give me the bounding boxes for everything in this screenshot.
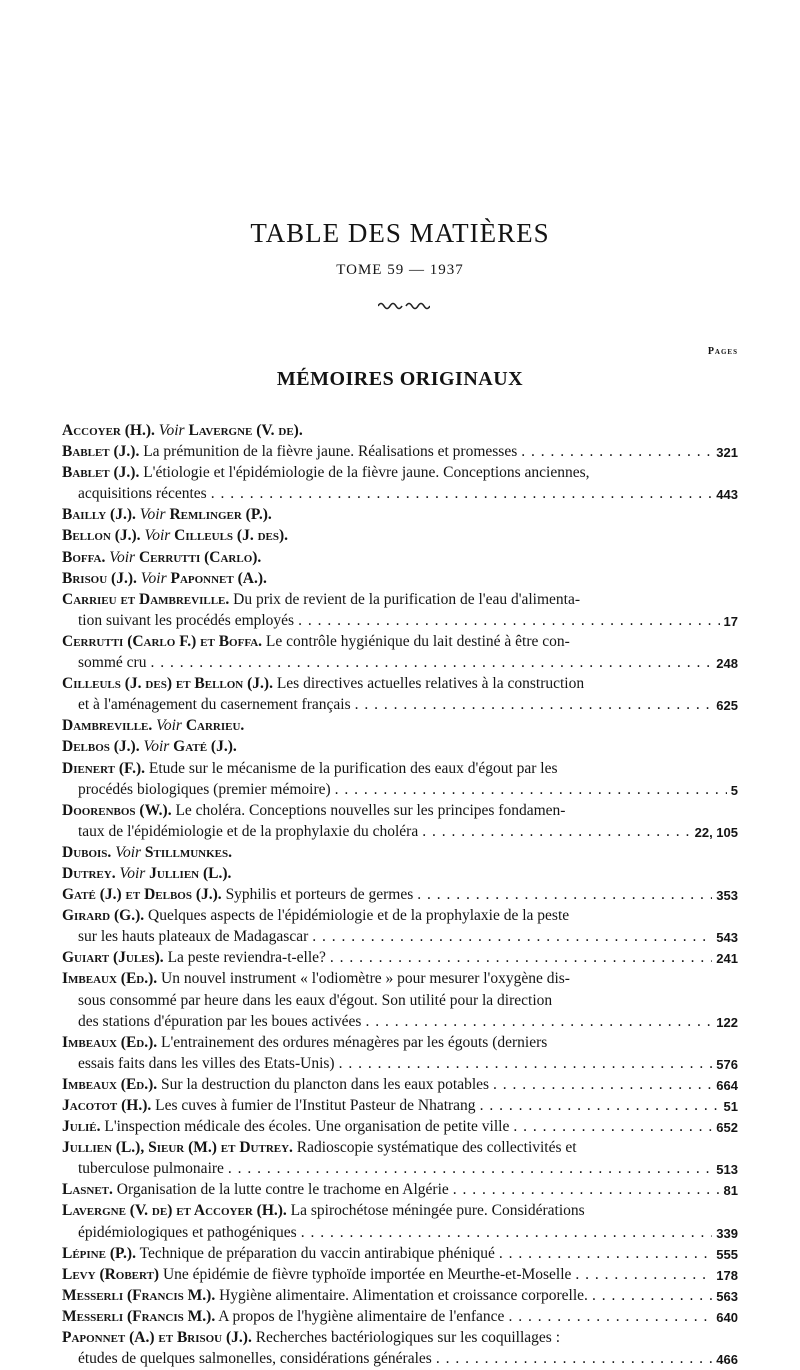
toc-title: La spirochétose méningée pure. Considérations	[290, 1202, 585, 1220]
toc-see-also: Voir	[143, 738, 170, 756]
toc-line-text	[62, 1116, 509, 1137]
toc-author: Bablet (J.).	[62, 443, 140, 461]
toc-page-number: 640	[716, 1309, 738, 1325]
toc-leader-dots	[521, 441, 712, 462]
toc-title: Les cuves à fumier de l'Institut Pasteur de Nhatrang	[155, 1097, 476, 1114]
toc-author: Bellon (J.).	[62, 527, 141, 545]
toc-entry	[62, 1327, 738, 1369]
toc-author: Carrieu et Dambreville.	[62, 590, 230, 608]
toc-line-text	[62, 525, 288, 546]
toc-author: Imbeaux (Ed.).	[62, 1033, 158, 1051]
toc-author: Lasnet.	[62, 1181, 113, 1199]
toc-line	[62, 1264, 738, 1285]
toc-line-text	[62, 715, 244, 736]
toc-line-text	[62, 462, 590, 483]
toc-reference: Gaté (J.).	[173, 738, 237, 756]
toc-author: Levy (Robert)	[62, 1265, 160, 1283]
pages-column-header: Pages	[707, 346, 738, 357]
toc-entry	[62, 568, 738, 589]
toc-entry	[62, 1032, 738, 1074]
toc-leader-dots	[355, 694, 713, 715]
toc-reference: Paponnet (A.).	[170, 569, 267, 587]
toc-line	[62, 990, 738, 1011]
toc-title: Le choléra. Conceptions nouvelles sur les principes fondamen-	[175, 801, 566, 819]
toc-line-text	[62, 1179, 449, 1200]
toc-leader-dots	[508, 1306, 712, 1327]
toc-line-text	[62, 1200, 585, 1221]
toc-line	[62, 568, 738, 589]
toc-title: L'inspection médicale des écoles. Une organisation de petite ville	[104, 1118, 510, 1136]
toc-entry	[62, 1264, 738, 1285]
toc-title-continuation: sous consommé par heure dans les eaux d'égout. Son utilité pour la direction	[78, 991, 553, 1009]
toc-page-number: 17	[723, 613, 738, 629]
toc-page-number: 543	[716, 930, 738, 946]
toc-title-continuation: et à l'aménagement du casernement français	[78, 696, 351, 714]
toc-reference: Cerrutti (Carlo).	[138, 548, 262, 566]
toc-line	[62, 968, 738, 989]
toc-page-number: 652	[716, 1120, 738, 1136]
toc-reference: Jullien (L.).	[149, 864, 232, 882]
toc-line	[62, 926, 738, 947]
toc-author: Dubois.	[62, 843, 112, 861]
toc-entry	[62, 441, 738, 462]
toc-title-continuation: sommé cru	[78, 654, 147, 672]
toc-page-number: 248	[716, 656, 738, 672]
toc-line	[62, 441, 738, 462]
toc-title: Du prix de revient de la purification de l'eau d'alimenta-	[233, 590, 581, 608]
toc-page-number: 51	[723, 1099, 738, 1114]
toc-line	[62, 1222, 738, 1243]
toc-title: Un nouvel instrument « l'odiomètre » pour mesurer l'oxygène dis-	[161, 970, 570, 988]
toc-title-continuation: sur les hauts plateaux de Madagascar	[78, 928, 309, 946]
toc-line	[62, 610, 738, 631]
toc-title: Le contrôle hygiénique du lait destiné à être con-	[265, 632, 570, 650]
toc-line-text	[62, 441, 517, 462]
toc-line-text	[62, 420, 303, 441]
toc-page-number: 22, 105	[694, 824, 738, 840]
toc-title: Sur la destruction du plancton dans les eaux potables	[161, 1075, 490, 1093]
toc-line	[62, 1011, 738, 1032]
toc-leader-dots	[499, 1243, 712, 1264]
toc-author: Paponnet (A.) et Brisou (J.).	[62, 1329, 252, 1347]
toc-entry	[62, 1243, 738, 1264]
toc-see-also: Voir	[139, 506, 166, 524]
toc-leader-dots	[301, 1222, 713, 1243]
toc-entry	[62, 800, 738, 842]
toc-leader-dots	[417, 884, 712, 905]
toc-line	[62, 547, 738, 568]
toc-line	[62, 525, 738, 546]
toc-line-text	[62, 905, 569, 926]
toc-author: Cilleuls (J. des) et Bellon (J.).	[62, 675, 273, 693]
toc-line-text	[62, 504, 272, 525]
toc-entry	[62, 715, 738, 736]
toc-author: Jullien (L.), Sieur (M.) et Dutrey.	[62, 1139, 293, 1157]
toc-entry	[62, 758, 738, 800]
toc-page-number: 5	[730, 782, 738, 798]
toc-line	[62, 947, 738, 968]
wavy-ornament-icon	[378, 301, 430, 311]
toc-line	[62, 631, 738, 652]
toc-author: Messerli (Francis M.).	[62, 1286, 216, 1304]
toc-line-text	[62, 547, 261, 568]
toc-entry	[62, 420, 738, 441]
toc-leader-dots	[592, 1285, 712, 1306]
toc-leader-dots	[513, 1116, 712, 1137]
toc-line	[62, 1327, 738, 1348]
toc-title: L'entrainement des ordures ménagères par les égouts (derniers	[161, 1033, 548, 1051]
toc-line-text	[62, 736, 237, 757]
toc-line	[62, 673, 738, 694]
toc-line-text	[62, 1306, 504, 1327]
toc-page-number: 321	[716, 445, 738, 461]
toc-line-text	[62, 968, 570, 989]
toc-leader-dots	[330, 947, 712, 968]
toc-title: La peste reviendra-t-elle?	[167, 949, 326, 967]
toc-leader-dots	[575, 1264, 712, 1285]
toc-line-text	[62, 1137, 577, 1158]
toc-leader-dots	[422, 821, 690, 842]
toc-page-number: 563	[716, 1288, 738, 1304]
toc-line	[62, 1032, 738, 1053]
toc-see-also: Voir	[156, 717, 182, 735]
page-title: TABLE DES MATIÈRES	[250, 218, 550, 248]
toc-title: Organisation de la lutte contre le trachome en Algérie	[116, 1181, 449, 1199]
toc-entry	[62, 884, 738, 905]
toc-line	[62, 736, 738, 757]
toc-line-text	[62, 800, 565, 821]
toc-line	[62, 420, 738, 441]
toc-entry	[62, 547, 738, 568]
toc-reference: Cilleuls (J. des).	[174, 527, 289, 545]
toc-title: La prémunition de la fièvre jaune. Réalisations et promesses	[143, 443, 518, 461]
toc-line	[62, 1053, 738, 1074]
toc-author: Delbos (J.).	[62, 738, 140, 756]
toc-line-text	[62, 673, 584, 694]
toc-title: Syphilis et porteurs de germes	[225, 886, 414, 904]
toc-line	[62, 1158, 738, 1179]
toc-leader-dots	[335, 779, 727, 800]
toc-entry	[62, 968, 738, 1031]
toc-leader-dots	[480, 1095, 720, 1116]
toc-author: Dutrey.	[62, 864, 116, 882]
toc-reference: Remlinger (P.).	[169, 506, 272, 524]
toc-leader-dots	[453, 1179, 720, 1200]
toc-entry	[62, 736, 738, 757]
toc-line-text	[62, 589, 580, 610]
toc-line	[62, 800, 738, 821]
table-of-contents	[62, 420, 738, 1369]
toc-line	[62, 1243, 738, 1264]
toc-line	[62, 758, 738, 779]
toc-see-also: Voir	[144, 527, 171, 545]
toc-page-number: 576	[716, 1056, 738, 1072]
toc-leader-dots	[436, 1348, 712, 1369]
toc-line	[62, 1137, 738, 1158]
toc-author: Messerli (Francis M.).	[62, 1307, 216, 1325]
toc-see-also: Voir	[115, 843, 142, 861]
toc-page-number: 122	[716, 1014, 738, 1030]
toc-entry	[62, 1285, 738, 1306]
toc-title-continuation: tion suivant les procédés employés	[78, 611, 295, 629]
toc-line-text	[62, 1095, 476, 1116]
toc-author: Lavergne (V. de) et Accoyer (H.).	[62, 1202, 287, 1220]
toc-line	[62, 694, 738, 715]
toc-line	[62, 1285, 738, 1306]
toc-line-text	[62, 1243, 495, 1264]
toc-author: Doorenbos (W.).	[62, 801, 172, 819]
toc-entry	[62, 631, 738, 673]
toc-entry	[62, 525, 738, 546]
toc-see-also: Voir	[109, 548, 136, 566]
toc-line-text	[62, 1264, 571, 1285]
toc-author: Cerrutti (Carlo F.) et Boffa.	[62, 632, 263, 650]
toc-author: Brisou (J.).	[62, 569, 137, 587]
toc-leader-dots	[312, 926, 712, 947]
toc-page-number: 339	[716, 1225, 738, 1241]
toc-title: Etude sur le mécanisme de la purification des eaux d'égout par les	[148, 759, 558, 777]
toc-entry	[62, 1116, 738, 1137]
toc-page-number: 625	[716, 698, 738, 714]
toc-author: Bablet (J.).	[62, 464, 140, 482]
toc-author: Dambreville.	[62, 717, 153, 735]
toc-line	[62, 779, 738, 800]
toc-author: Gaté (J.) et Delbos (J.).	[62, 886, 222, 904]
toc-author: Boffa.	[62, 548, 106, 566]
toc-title-continuation: études de quelques salmonelles, considérations générales	[78, 1350, 432, 1368]
toc-page-number: 178	[716, 1267, 738, 1283]
toc-leader-dots	[150, 652, 712, 673]
toc-author: Lépine (P.).	[62, 1244, 136, 1262]
toc-line	[62, 589, 738, 610]
toc-entry	[62, 1179, 738, 1200]
toc-entry	[62, 1200, 738, 1242]
toc-entry	[62, 863, 738, 884]
toc-see-also: Voir	[119, 864, 146, 882]
toc-line	[62, 1348, 738, 1369]
toc-reference: Carrieu.	[185, 717, 245, 735]
toc-leader-dots	[493, 1074, 712, 1095]
toc-line	[62, 462, 738, 483]
toc-title-continuation: épidémiologiques et pathogéniques	[78, 1223, 297, 1241]
toc-author: Bailly (J.).	[62, 506, 136, 524]
toc-line	[62, 504, 738, 525]
toc-line-text	[62, 631, 570, 652]
toc-author: Julié.	[62, 1118, 101, 1136]
toc-page-number: 466	[716, 1352, 738, 1368]
toc-line	[62, 1179, 738, 1200]
toc-line	[62, 1306, 738, 1327]
toc-page-number: 241	[716, 951, 738, 967]
toc-line-text	[62, 1327, 560, 1348]
section-title: MÉMOIRES ORIGINAUX	[276, 368, 524, 390]
volume-subtitle: TOME 59 — 1937	[336, 262, 464, 278]
toc-line-text	[62, 1074, 489, 1095]
toc-line	[62, 715, 738, 736]
toc-title-continuation: essais faits dans les villes des Etats-Unis)	[78, 1054, 335, 1072]
toc-line	[62, 652, 738, 673]
toc-title-continuation: tuberculose pulmonaire	[78, 1160, 224, 1178]
toc-title-continuation: des stations d'épuration par les boues activées	[78, 1012, 362, 1030]
toc-see-also: Voir	[158, 422, 185, 439]
toc-line	[62, 884, 738, 905]
toc-author: Guiart (Jules).	[62, 949, 164, 967]
toc-page-number: 81	[723, 1183, 738, 1199]
toc-entry	[62, 947, 738, 968]
toc-entry	[62, 462, 738, 504]
toc-entry	[62, 1095, 738, 1116]
toc-leader-dots	[298, 610, 719, 631]
toc-leader-dots	[339, 1053, 713, 1074]
toc-leader-dots	[365, 1011, 712, 1032]
toc-line-text	[62, 758, 558, 779]
toc-line-text	[62, 1032, 547, 1053]
toc-line	[62, 842, 738, 863]
toc-entry	[62, 905, 738, 947]
toc-line-text	[62, 884, 413, 905]
toc-page-number: 443	[716, 487, 738, 503]
toc-leader-dots	[228, 1158, 712, 1179]
toc-title: Les directives actuelles relatives à la construction	[276, 675, 585, 693]
toc-line	[62, 1116, 738, 1137]
toc-title: A propos de l'hygiène alimentaire de l'enfance	[218, 1307, 505, 1325]
toc-page-number: 513	[716, 1162, 738, 1178]
toc-reference: Lavergne (V. de).	[188, 422, 303, 439]
toc-line	[62, 483, 738, 504]
toc-title-continuation: taux de l'épidémiologie et de la prophylaxie du choléra	[78, 822, 419, 840]
toc-title: Une épidémie de fièvre typhoïde importée en Meurthe-et-Moselle	[162, 1265, 572, 1283]
toc-author: Imbeaux (Ed.).	[62, 970, 158, 988]
toc-entry	[62, 504, 738, 525]
toc-title: Hygiène alimentaire. Alimentation et croissance corporelle.	[219, 1286, 588, 1304]
toc-line	[62, 863, 738, 884]
toc-page-number: 664	[716, 1077, 738, 1093]
toc-title: Recherches bactériologiques sur les coquillages :	[255, 1329, 561, 1347]
toc-line-text	[62, 1285, 588, 1306]
toc-line	[62, 905, 738, 926]
toc-author: Girard (G.).	[62, 907, 145, 925]
toc-author: Imbeaux (Ed.).	[62, 1075, 158, 1093]
toc-page-number: 555	[716, 1246, 738, 1262]
toc-title-continuation: procédés biologiques (premier mémoire)	[78, 780, 331, 798]
toc-line	[62, 821, 738, 842]
toc-entry	[62, 1074, 738, 1095]
toc-entry	[62, 673, 738, 715]
toc-title-continuation: acquisitions récentes	[78, 485, 207, 503]
toc-title: Quelques aspects de l'épidémiologie et de la prophylaxie de la peste	[148, 907, 570, 925]
toc-page-number: 353	[716, 888, 738, 904]
toc-entry	[62, 1137, 738, 1179]
toc-author: Dienert (F.).	[62, 759, 145, 777]
toc-entry	[62, 842, 738, 863]
toc-see-also: Voir	[140, 569, 167, 587]
toc-author: Jacotot (H.).	[62, 1097, 152, 1114]
toc-reference: Stillmunkes.	[144, 843, 232, 861]
toc-leader-dots	[211, 483, 713, 504]
toc-line-text	[62, 568, 267, 589]
toc-title: Radioscopie systématique des collectivités et	[296, 1139, 577, 1157]
toc-entry	[62, 1306, 738, 1327]
toc-title: Technique de préparation du vaccin antirabique phéniqué	[139, 1244, 495, 1262]
toc-line	[62, 1200, 738, 1221]
toc-line	[62, 1074, 738, 1095]
toc-line-text	[62, 947, 326, 968]
toc-line-text	[62, 863, 231, 884]
toc-entry	[62, 589, 738, 631]
toc-line-text	[62, 842, 232, 863]
toc-title: L'étiologie et l'épidémiologie de la fièvre jaune. Conceptions anciennes,	[143, 464, 590, 482]
toc-author: Accoyer (H.).	[62, 422, 155, 439]
toc-line	[62, 1095, 738, 1116]
